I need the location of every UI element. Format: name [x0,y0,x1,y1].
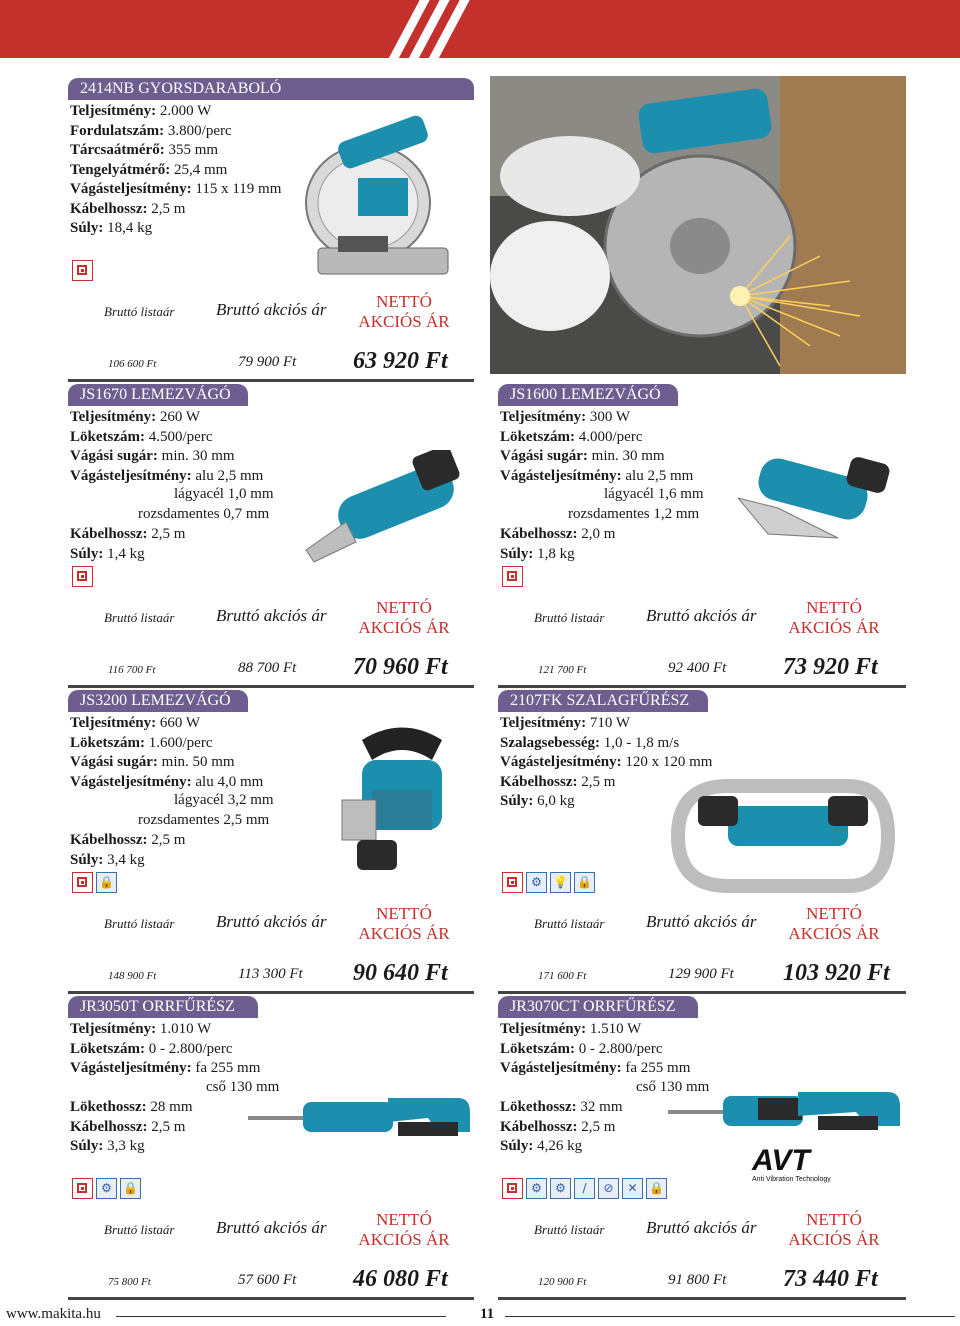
spec-line: Vágási sugár: min. 50 mm [70,754,235,770]
action-price-label: Bruttó akciós ár [216,912,327,931]
net-price-label: NETTÓ AKCIÓS ÁR [788,1210,880,1249]
spec-extra: rozsdamentes 0,7 mm [138,505,270,522]
avt-logo [752,1146,872,1183]
photo-illustration [490,76,906,374]
feature-icons [72,260,93,281]
net-price-label: NETTÓ AKCIÓS ÁR [358,1210,450,1249]
target-icon [72,1178,93,1199]
spec-extra: cső 130 mm [206,1078,280,1095]
spec-line: Súly: 18,4 kg [70,220,153,236]
spec-line: Löketszám: 1.600/perc [70,734,213,751]
list-price-label: Bruttó listaár [534,916,605,931]
avt-caption: Anti Vibration Technology [752,1176,831,1183]
spec-line: Teljesítmény: 260 W [70,409,200,425]
spec-line: Súly: 4,26 kg [500,1138,583,1154]
action-price: 57 600 Ft [238,1272,297,1288]
net-price: 90 640 Ft [353,960,448,986]
speed-icon: ⚙ [96,1178,117,1199]
spec-line: Vágásteljesítmény: 115 x 119 mm [70,181,282,197]
net-price: 70 960 Ft [353,654,448,680]
lock-icon: 🔒 [646,1178,667,1199]
net-price: 73 920 Ft [783,654,878,680]
action-price-label: Bruttó akciós ár [216,300,327,319]
list-price-label: Bruttó listaár [104,1222,175,1237]
product-title: JS1600 LEMEZVÁGÓ [498,384,678,406]
spec-line: Súly: 3,4 kg [70,851,145,868]
feature-icons [72,566,93,587]
spec-line: Vágásteljesítmény: fa 255 mm [500,1060,691,1076]
target-icon [502,872,523,893]
net-price: 103 920 Ft [783,960,890,986]
reciprocating-saw-image [668,1076,904,1146]
spec-line: Kábelhossz: 2,0 m [500,526,616,542]
speed-icon: ⚙ [526,872,547,893]
lock-icon: 🔒 [120,1178,141,1199]
page-number: 11 [480,1306,495,1322]
footer-divider [505,1316,955,1317]
cutting-sparks-photo [490,76,906,374]
action-price-label: Bruttó akciós ár [646,606,757,625]
section-title: FÉMVÁGÓK [758,36,908,63]
spec-line: Vágásteljesítmény: alu 2,5 mm [70,467,264,484]
list-price-label: Bruttó listaár [104,304,175,319]
price-row [498,652,906,688]
list-price-label: Bruttó listaár [104,610,175,625]
price-row [498,958,906,994]
lock-icon: 🔒 [574,872,595,893]
cutoff-saw-image [298,108,468,288]
footer-divider [116,1316,446,1317]
band-saw-image [668,776,898,896]
spec-line: Kábelhossz: 2,5 m [70,1118,186,1135]
price-row [498,1264,906,1300]
spec-line: Kábelhossz: 2,5 m [500,1118,616,1135]
product-title: 2414NB GYORSDARABOLÓ [68,78,474,100]
spec-line: Teljesítmény: 2.000 W [70,103,212,119]
product-title: JS1670 LEMEZVÁGÓ [68,384,248,406]
spec-line: Kábelhossz: 2,5 m [500,773,616,790]
target-icon [72,260,93,281]
spec-line: Teljesítmény: 300 W [500,409,630,425]
spec-extra: rozsdamentes 2,5 mm [138,811,270,828]
target-icon [72,566,93,587]
action-price: 92 400 Ft [668,660,727,676]
list-price: 75 800 Ft [108,1276,151,1288]
footer [0,1304,960,1326]
avt-badge: AVT [752,1144,810,1177]
price-row [68,1264,474,1300]
net-price: 46 080 Ft [353,1266,448,1292]
list-price: 171 600 Ft [538,970,587,982]
spec-line: Súly: 6,0 kg [500,793,575,809]
product-title: JS3200 LEMEZVÁGÓ [68,690,248,712]
spec-line: Vágási sugár: min. 30 mm [500,448,665,464]
price-labels [68,1208,474,1260]
list-price: 120 900 Ft [538,1276,587,1288]
target-icon [502,566,523,587]
spec-extra: cső 130 mm [636,1078,710,1095]
reciprocating-saw-image [248,1082,474,1152]
feature-icons [72,1178,141,1199]
list-price: 116 700 Ft [108,664,156,676]
shear-tool-image [738,438,898,548]
spec-line: Lökethossz: 32 mm [500,1099,623,1115]
feature-icons [72,872,117,893]
list-price: 148 900 Ft [108,970,157,982]
light-icon: 💡 [550,872,571,893]
list-price: 121 700 Ft [538,664,587,676]
spec-extra: lágyacél 1,6 mm [604,486,704,502]
spec-line: Fordulatszám: 3.800/perc [70,122,232,139]
footer-url[interactable]: www.makita.hu [6,1306,101,1322]
spec-line: Kábelhossz: 2,5 m [70,526,186,542]
spec-line: Súly: 1,4 kg [70,545,145,562]
price-labels [498,902,906,954]
spec-line: Teljesítmény: 660 W [70,715,200,731]
feature-icons [502,1178,667,1199]
spec-line: Kábelhossz: 2,5 m [70,832,186,848]
product-card-jr3070ct [498,996,906,1296]
feature-icons [502,566,523,587]
product-title: JR3070CT ORRFŰRÉSZ [498,996,698,1018]
spec-line: Tárcsaátmérő: 355 mm [70,142,219,158]
net-price-label: NETTÓ AKCIÓS ÁR [788,598,880,637]
spec-line: Teljesítmény: 1.510 W [500,1021,642,1037]
gear-icon: ⚙ [550,1178,571,1199]
spec-line: Vágásteljesítmény: alu 2,5 mm [500,467,694,484]
feature-icons [502,872,595,893]
shear-tool-image [296,450,476,568]
spec-line: Lökethossz: 28 mm [70,1099,193,1115]
action-price: 79 900 Ft [238,354,297,370]
spec-line: Súly: 3,3 kg [70,1138,145,1154]
price-labels [68,596,474,648]
product-title: JR3050T ORRFŰRÉSZ [68,996,258,1018]
lock-icon: 🔒 [96,872,117,893]
net-price: 63 920 Ft [353,348,448,374]
spec-extra: rozsdamentes 1,2 mm [568,505,700,522]
action-price: 113 300 Ft [238,966,303,982]
net-price: 73 440 Ft [783,1266,878,1292]
spec-extra: lágyacél 1,0 mm [174,486,274,502]
product-card-jr3050t [68,996,474,1296]
spec-line: Vágásteljesítmény: alu 4,0 mm [70,773,264,790]
spec-line: Vágási sugár: min. 30 mm [70,448,235,464]
action-price: 129 900 Ft [668,966,734,982]
net-price-label: NETTÓ AKCIÓS ÁR [358,292,450,331]
spec-line: Tengelyátmérő: 25,4 mm [70,161,228,178]
speed-icon: ⚙ [526,1178,547,1199]
spec-line: Löketszám: 4.000/perc [500,428,643,445]
spec-line: Vágásteljesítmény: 120 x 120 mm [500,754,713,770]
no-tool-icon: ⊘ [598,1178,619,1199]
net-price-label: NETTÓ AKCIÓS ÁR [358,904,450,943]
price-row [68,958,474,994]
product-title: 2107FK SZALAGFŰRÉSZ [498,690,708,712]
shear-tool-image [332,720,472,880]
anti-vibration-icon: ✕ [622,1178,643,1199]
product-card-2107fk [498,690,906,990]
blade-icon: / [574,1178,595,1199]
product-card-js1670 [68,384,474,684]
spec-line: Szalagsebesség: 1,0 - 1,8 m/s [500,734,680,751]
product-card-2414nb [68,78,474,378]
price-labels [68,290,474,342]
list-price: 106 600 Ft [108,358,157,370]
action-price-label: Bruttó akciós ár [646,1218,757,1237]
spec-line: Vágásteljesítmény: fa 255 mm [70,1060,261,1076]
net-price-label: NETTÓ AKCIÓS ÁR [358,598,450,637]
action-price-label: Bruttó akciós ár [646,912,757,931]
price-labels [498,596,906,648]
action-price: 88 700 Ft [238,660,297,676]
spec-line: Löketszám: 0 - 2.800/perc [70,1040,233,1057]
product-card-js1600 [498,384,906,684]
price-row [68,652,474,688]
action-price: 91 800 Ft [668,1272,727,1288]
spec-line: Löketszám: 0 - 2.800/perc [500,1040,663,1057]
spec-line: Kábelhossz: 2,5 m [70,200,186,217]
target-icon [72,872,93,893]
spec-line: Teljesítmény: 710 W [500,715,630,731]
spec-line: Súly: 1,8 kg [500,545,575,562]
target-icon [502,1178,523,1199]
price-labels [498,1208,906,1260]
price-row [68,346,474,382]
net-price-label: NETTÓ AKCIÓS ÁR [788,904,880,943]
product-card-js3200 [68,690,474,990]
price-labels [68,902,474,954]
action-price-label: Bruttó akciós ár [216,606,327,625]
list-price-label: Bruttó listaár [534,610,605,625]
spec-line: Teljesítmény: 1.010 W [70,1021,212,1037]
spec-line: Löketszám: 4.500/perc [70,428,213,445]
spec-extra: lágyacél 3,2 mm [174,792,274,808]
action-price-label: Bruttó akciós ár [216,1218,327,1237]
list-price-label: Bruttó listaár [104,916,175,931]
list-price-label: Bruttó listaár [534,1222,605,1237]
